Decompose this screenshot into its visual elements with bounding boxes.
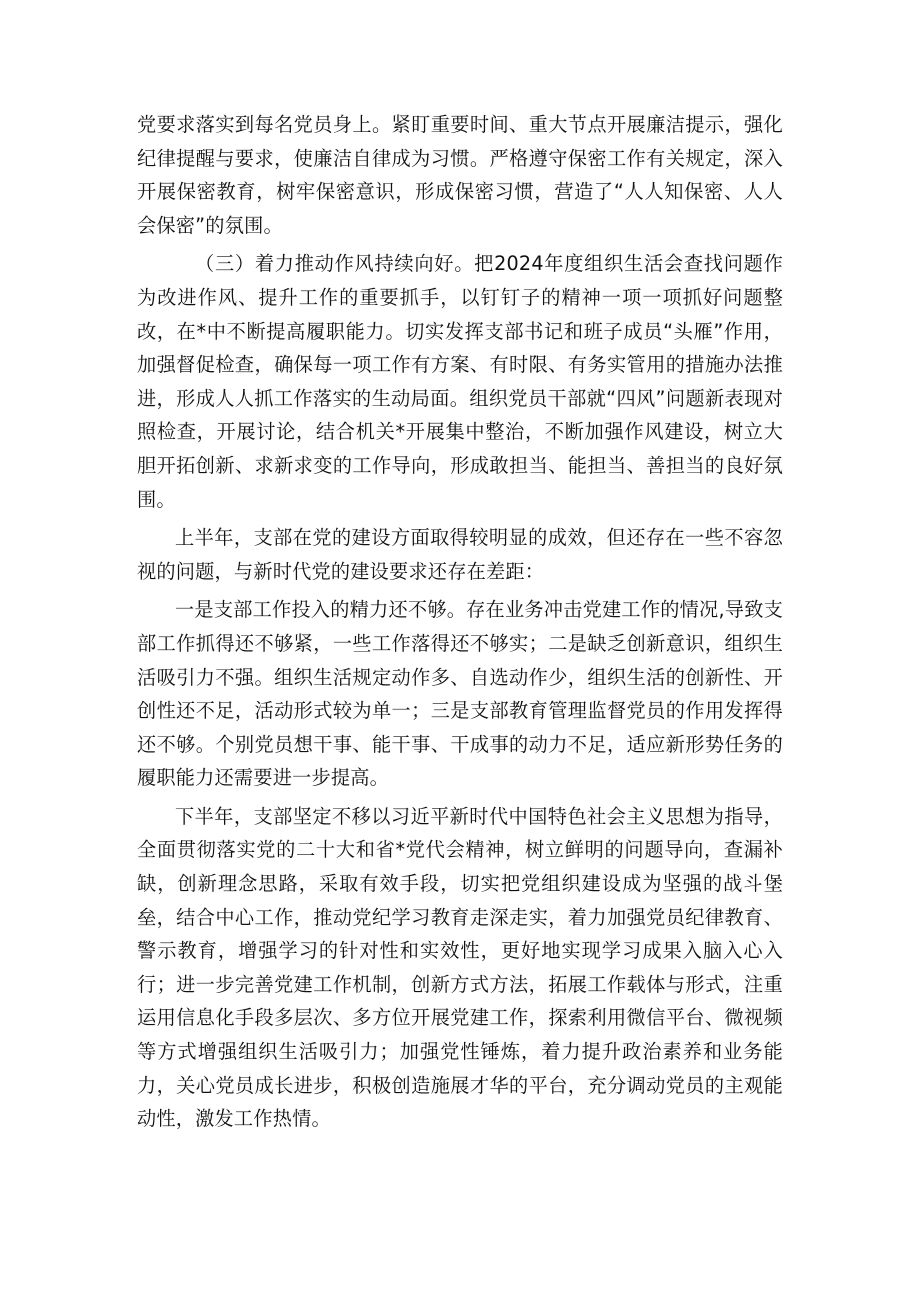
paragraph-discipline-continued: 党要求落实到每名党员身上。紧盯重要时间、重大节点开展廉洁提示，强化纪律提醒与要求，使廉洁自律成为习惯。严格遵守保密工作有关规定，深入开展保密教育，树牢保密意识，形成保密习惯，营造了“人人知保密、人人会保密”的氛围。 — [137, 113, 783, 237]
paragraph-second-half-plan: 下半年，支部坚定不移以习近平新时代中国特色社会主义思想为指导，全面贯彻落实党的二十大和省*党代会精神，树立鲜明的问题导向，查漏补缺，创新理念思路，采取有效手段，切实把党组织建设成为坚强的战斗堡垒，结合中心工作，推动党纪学习教育走深走实，着力加强党员纪律教育、警示教育，增强学习的针对性和实效性，更好地实现学习成果入脑入心入行；进一步完善党建工作机制，创新方式方法，拓展工作载体与形式，注重运用信息化手段多层次、多方位开展党建工作，探索利用微信平台、微视频等方式增强组织生活吸引力；加强党性锤炼，着力提升政治素养和业务能力，关心党员成长进步，积极创造施展才华的平台，充分调动党员的主观能动性，激发工作热情。 — [137, 804, 783, 1131]
paragraph-problems-list: 一是支部工作投入的精力还不够。存在业务冲击党建工作的情况,导致支部工作抓得还不够紧，一些工作落得还不够实；二是缺乏创新意识，组织生活吸引力不强。组织生活规定动作多、自选动作少，组织生活的创新性、开创性还不足，活动形式较为单一；三是支部教育管理监督党员的作用发挥得还不够。个别党员想干事、能干事、干成事的动力不足，适应新形势任务的履职能力还需要进一步提高。 — [137, 598, 783, 790]
document-page — [137, 108, 783, 1136]
paragraph-section-three-work-style: （三）着力推动作风持续向好。把2024年度组织生活会查找问题作为改进作风、提升工作的重要抓手，以钉钉子的精神一项一项抓好问题整改，在*中不断提高履职能力。切实发挥支部书记和班子成员“头雁”作用，加强督促检查，确保每一项工作有方案、有时限、有务实管用的措施办法推进，形成人人抓工作落实的生动局面。组织党员干部就“四风”问题新表现对照检查，开展讨论，结合机关*开展集中整治，不断加强作风建设，树立大胆开拓创新、求新求变的工作导向，形成敢担当、能担当、善担当的良好氛围。 — [137, 252, 783, 511]
paragraph-first-half-summary: 上半年，支部在党的建设方面取得较明显的成效，但还存在一些不容忽视的问题，与新时代党的建设要求还存在差距： — [137, 526, 783, 583]
